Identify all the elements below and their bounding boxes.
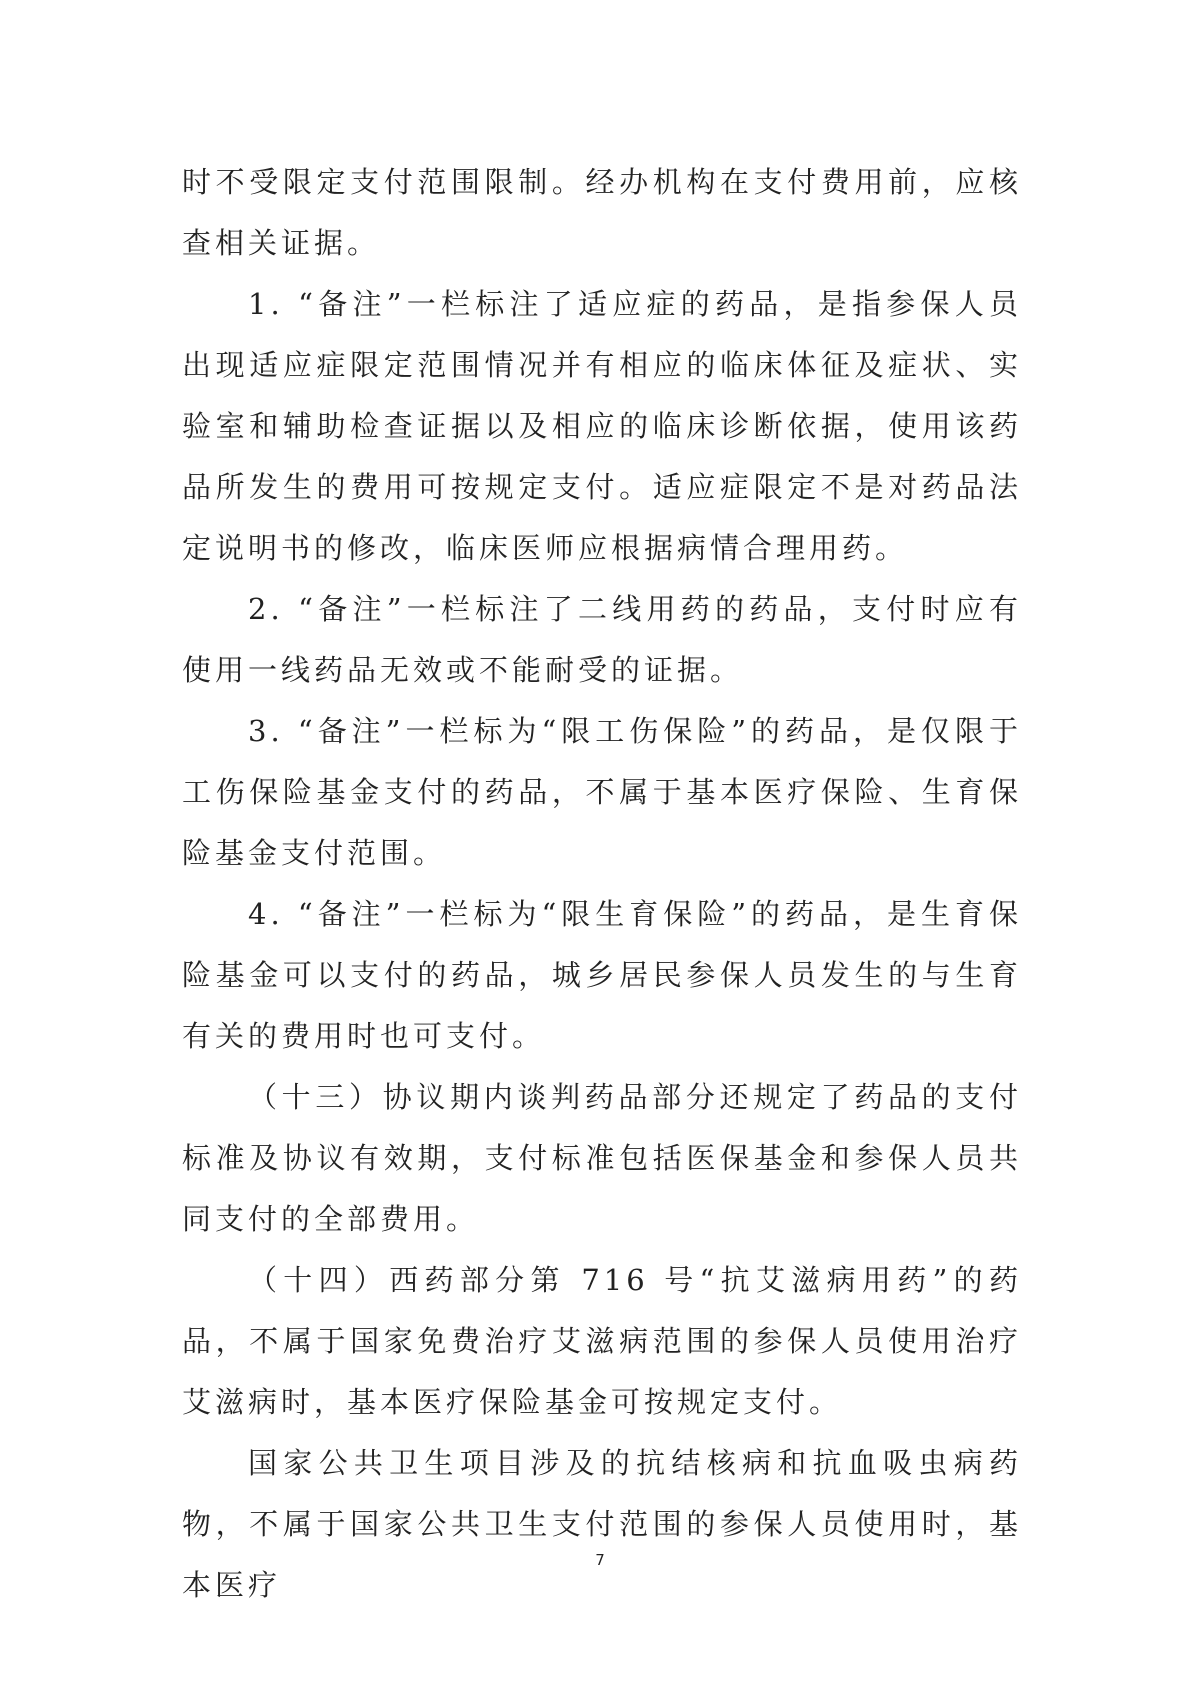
- paragraph-note-2: 2. “备注”一栏标注了二线用药的药品，支付时应有使用一线药品无效或不能耐受的证据。: [182, 592, 1022, 687]
- paragraph-note-3: 3. “备注”一栏标为“限工伤保险”的药品，是仅限于工伤保险基金支付的药品，不属于基本医疗保险、生育保险基金支付范围。: [182, 714, 1022, 870]
- paragraph-item-13: （十三）协议期内谈判药品部分还规定了药品的支付标准及协议有效期，支付标准包括医保基金和参保人员共同支付的全部费用。: [182, 1080, 1022, 1236]
- paragraph-note-1: 1. “备注”一栏标注了适应症的药品，是指参保人员出现适应症限定范围情况并有相应的临床体征及症状、实验室和辅助检查证据以及相应的临床诊断依据，使用该药品所发生的费用可按规定支付。适应症限定不是对药品法定说明书的修改，临床医师应根据病情合理用药。: [182, 287, 1022, 565]
- paragraph-continuation: 时不受限定支付范围限制。经办机构在支付费用前，应核查相关证据。: [182, 165, 1022, 260]
- paragraph-item-14: （十四）西药部分第 716 号“抗艾滋病用药”的药品，不属于国家免费治疗艾滋病范围的参保人员使用治疗艾滋病时，基本医疗保险基金可按规定支付。: [182, 1263, 1022, 1419]
- page-number: 7: [595, 1551, 605, 1569]
- paragraph-public-health: 国家公共卫生项目涉及的抗结核病和抗血吸虫病药物，不属于国家公共卫生支付范围的参保人员使用时，基本医疗: [182, 1446, 1022, 1602]
- paragraph-note-4: 4. “备注”一栏标为“限生育保险”的药品，是生育保险基金可以支付的药品，城乡居民参保人员发生的与生育有关的费用时也可支付。: [182, 897, 1022, 1053]
- document-body: [182, 152, 1022, 1616]
